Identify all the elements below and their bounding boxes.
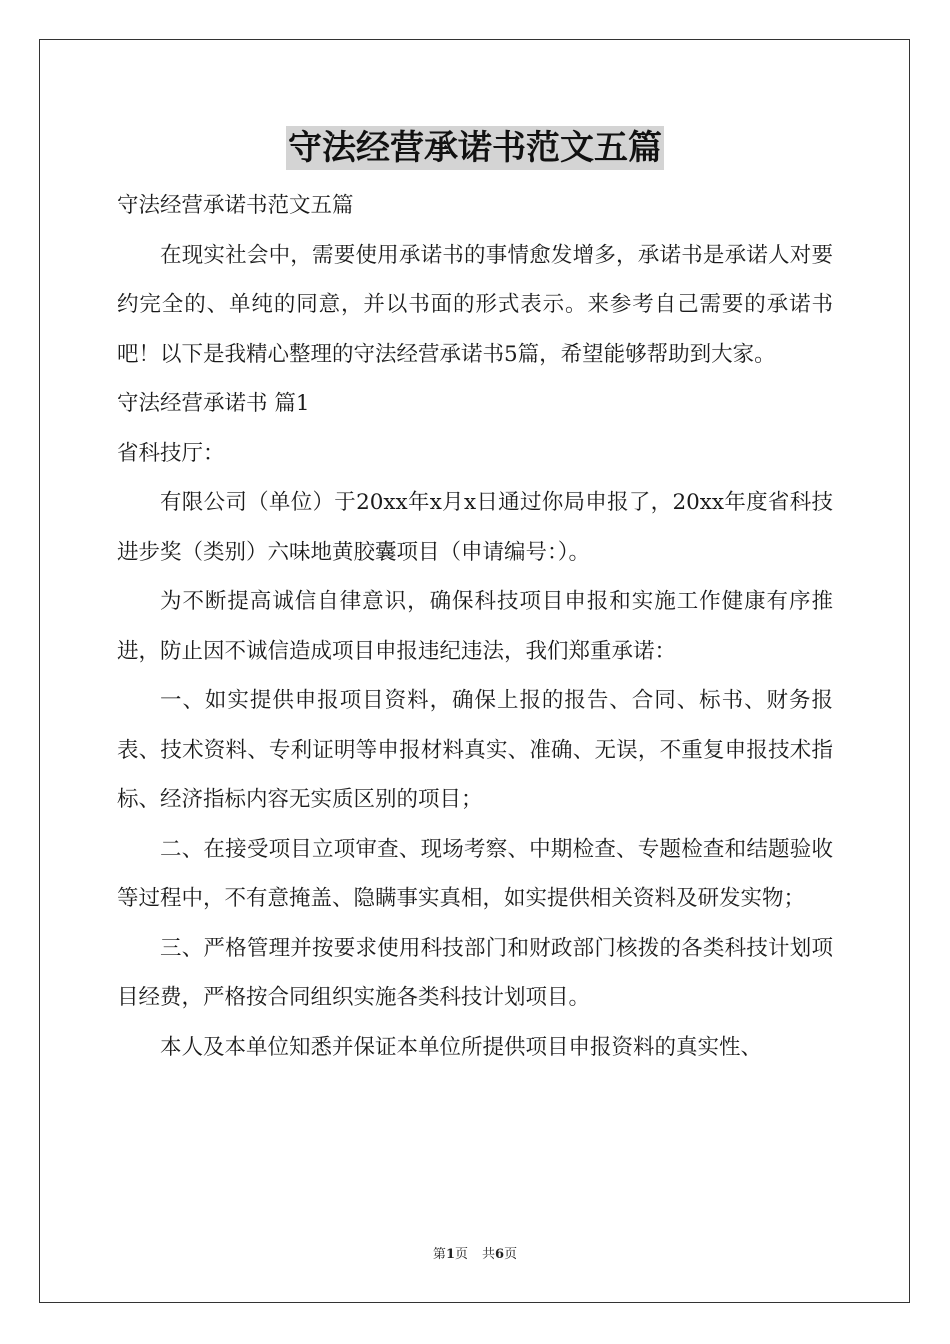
paragraph: 为不断提高诚信自律意识，确保科技项目申报和实施工作健康有序推进，防止因不诚信造成项目申报违纪违法，我们郑重承诺：	[117, 589, 833, 664]
paragraph: 在现实社会中，需要使用承诺书的事情愈发增多，承诺书是承诺人对要约完全的、单纯的同意，并以书面的形式表示。来参考自己需要的承诺书吧！以下是我精心整理的守法经营承诺书5篇，希望能够帮助到大家。	[117, 242, 833, 367]
page-footer	[0, 1246, 950, 1264]
paragraph: 有限公司（单位）于20xx年x月x日通过你局申报了，20xx年度省科技进步奖（类别）六味地黄胶囊项目（申请编号：）。	[117, 490, 833, 565]
paragraph: 守法经营承诺书范文五篇	[117, 193, 354, 218]
document-title: 守法经营承诺书范文五篇	[288, 128, 662, 168]
section-heading: 守法经营承诺书 篇1	[117, 391, 310, 416]
salutation: 省科技厅：	[117, 440, 225, 466]
paragraph: 一、如实提供申报项目资料，确保上报的报告、合同、标书、财务报表、技术资料、专利证明等申报材料真实、准确、无误，不重复申报技术指标、经济指标内容无实质区别的项目；	[117, 688, 833, 812]
page-current: 1	[445, 1247, 455, 1262]
page-total: 6	[495, 1247, 505, 1262]
page-suffix: 页	[454, 1247, 468, 1262]
page-prefix: 第	[432, 1247, 446, 1262]
total-suffix: 页	[504, 1247, 518, 1262]
paragraph: 三、严格管理并按要求使用科技部门和财政部门核拨的各类科技计划项目经费，严格按合同组织实施各类科技计划项目。	[117, 935, 833, 1010]
title-wrap	[0, 126, 950, 170]
total-prefix: 共	[482, 1247, 496, 1262]
paragraph: 二、在接受项目立项审查、现场考察、中期检查、专题检查和结题验收等过程中，不有意掩盖、隐瞒事实真相，如实提供相关资料及研发实物；	[117, 836, 833, 911]
document-body	[117, 181, 833, 1072]
paragraph: 本人及本单位知悉并保证本单位所提供项目申报资料的真实性、	[160, 1034, 763, 1060]
